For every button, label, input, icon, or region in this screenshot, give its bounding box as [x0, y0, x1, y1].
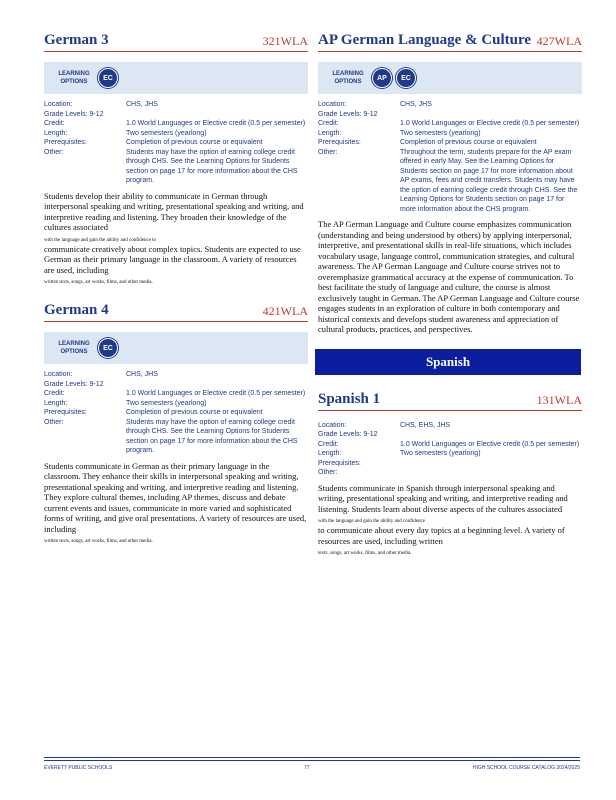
ap-badge-icon: AP: [372, 68, 392, 88]
course-header: [44, 300, 308, 322]
info-value: Students may have the option of earning college credit through CHS. See the Learning Options for Students section on page 17 for more information about the CHS program.: [126, 148, 298, 184]
info-value: 1.0 World Languages or Elective credit (0.5 per semester): [126, 390, 306, 397]
course-spanish-1: [318, 389, 582, 558]
info-value: CHS, JHS: [400, 101, 432, 108]
course-code: 131WLA: [536, 392, 582, 407]
info-value: Completion of previous course or equivalent: [126, 409, 263, 416]
info-label: Prerequisites:: [318, 139, 361, 146]
info-value: 1.0 World Languages or Elective credit (0.5 per semester): [126, 120, 306, 127]
course-code: 421WLA: [262, 304, 308, 318]
course-title: German 4: [44, 302, 109, 318]
course-header: [318, 30, 582, 52]
info-label: Credit:: [44, 120, 65, 127]
course-description: [44, 191, 308, 287]
info-value: Two semesters (yearlong): [126, 129, 207, 137]
course-info: [318, 421, 582, 478]
info-label: Prerequisites:: [44, 409, 87, 416]
course-description: [318, 483, 582, 558]
info-value: 1.0 World Languages or Elective credit (0.5 per semester): [400, 440, 580, 448]
footer-catalog: HIGH SCHOOL COURSE CATALOG 2024/2025: [472, 765, 580, 771]
description-text: Students develop their ability to communicate in German through interpersonal speaking and writing, presentational speaking and writing, and interpretive reading and listening. They broaden their knowledge of the cultures associated: [44, 190, 304, 232]
info-value: Two semesters (yearlong): [400, 129, 481, 137]
info-label: Location:: [44, 101, 73, 108]
ec-badge-icon: EC: [98, 338, 118, 358]
info-value: CHS, JHS: [126, 371, 158, 378]
info-label: Other:: [318, 469, 338, 476]
info-label: Prerequisites:: [318, 459, 361, 467]
left-column: [44, 30, 308, 559]
course-code: 321WLA: [262, 34, 308, 48]
learning-options-box: [44, 332, 308, 364]
course-description: [44, 461, 308, 546]
info-value: Students may have the option of earning college credit through CHS. See the Learning Options for Students section on page 17 for more information about the CHS program.: [126, 418, 298, 454]
info-label: Other:: [318, 148, 338, 156]
course-header: [44, 30, 308, 52]
description-small-text: texts, songs, art works, films, and other media.: [318, 551, 412, 556]
ec-badge-icon: EC: [98, 68, 118, 88]
info-label: Length:: [318, 129, 342, 137]
info-label: Credit:: [318, 120, 339, 127]
description-small-text: written texts, songs, art works, films, and other media.: [44, 539, 153, 544]
course-german-3: [44, 30, 308, 286]
info-value: CHS, JHS: [126, 101, 158, 108]
info-value: [126, 380, 308, 390]
info-label: Grade Levels: 9-12: [318, 431, 378, 438]
learning-options-box: [318, 62, 582, 94]
course-info: [44, 370, 308, 456]
course-info: [44, 100, 308, 186]
info-label: Credit:: [318, 440, 339, 448]
info-label: Other:: [44, 418, 64, 426]
info-value: [400, 459, 582, 469]
footer-divider: [44, 760, 580, 761]
right-column: [318, 30, 582, 571]
page-footer: [44, 765, 580, 771]
info-label: Location:: [318, 101, 347, 108]
info-label: Length:: [318, 450, 342, 457]
learning-options-label: LEARNING OPTIONS: [58, 71, 90, 85]
description-small-text: with the language and gain the ability and confidence to: [44, 237, 157, 243]
description-text: The AP German Language and Culture course emphasizes communication (understanding and being understood by others) by applying interpersonal, interpretive, and presentational skills in real-life situations, which includes vocabulary usage, language control, communication strategies, and cultural awareness. The AP German Language and Culture course strives not to overemphasize grammatical accuracy at the expense of communication. To best facilitate the study of language and culture, the course is almost exclusively taught in German. The AP German Language and Culture course engages students in an exploration of culture in both contemporary and historical contexts and develops student awareness and appreciation of cultural products, practices, and perspectives.: [318, 219, 580, 334]
info-label: Location:: [44, 371, 73, 378]
learning-options-box: [44, 62, 308, 94]
course-info: [318, 100, 582, 214]
info-label: Grade Levels: 9-12: [44, 380, 104, 388]
info-label: Grade Levels: 9-12: [318, 110, 378, 118]
course-code: 427WLA: [536, 34, 582, 48]
course-title: German 3: [44, 32, 109, 48]
info-label: Length:: [44, 399, 68, 407]
info-label: Other:: [44, 148, 64, 156]
info-label: Credit:: [44, 390, 65, 397]
learning-options-label: LEARNING OPTIONS: [332, 71, 364, 85]
learning-options-label: LEARNING OPTIONS: [58, 341, 90, 355]
info-value: Two semesters (yearlong): [126, 399, 207, 407]
description-small-text: written texts, songs, art works, films, and other media.: [44, 280, 153, 285]
info-value: Completion of previous course or equivalent: [400, 139, 537, 146]
info-label: Grade Levels: 9-12: [44, 110, 104, 118]
footer-divider: [44, 757, 580, 758]
info-value: Throughout the term, students prepare for the AP exam offered in early May. See the Learning Options for Students section on page 17 for more information about AP exams, fees and credit transfers. Students may have the option of earning college credit through CHS. See the Learning Options for Students section on page 17 for more information about the CHS program.: [400, 148, 578, 213]
course-german-4: [44, 300, 308, 545]
info-label: Location:: [318, 421, 347, 429]
info-value: [400, 110, 582, 120]
info-label: Prerequisites:: [44, 139, 87, 146]
ec-badge-icon: EC: [396, 68, 416, 88]
section-band-spanish: Spanish: [315, 349, 581, 375]
info-label: Length:: [44, 129, 68, 137]
info-value: [400, 468, 582, 478]
info-value: Completion of previous course or equivalent: [126, 139, 263, 146]
description-text: communicate creatively about complex topics. Students are expected to use German as their primary language in the classroom. A variety of resources are used, including: [44, 243, 301, 275]
description-text: Students communicate in German as their primary language in the classroom. They enhance their skills in interpersonal speaking and writing, presentational speaking and writing, and interpretive reading and listening. They explore cultural themes, including AP themes, discuss and debate current events and issues, communicate in more varied and sophisticated forms of writing, and give oral presentations. A variety of resources are used, including: [44, 460, 307, 534]
course-title: Spanish 1: [318, 390, 381, 407]
info-value: CHS, EHS, JHS: [400, 421, 451, 429]
info-value: Two semesters (yearlong): [400, 450, 481, 457]
page-number: 77: [304, 765, 310, 771]
course-title: AP German Language & Culture: [318, 32, 532, 48]
description-small-text: with the language and gain the ability and confidence: [318, 519, 425, 524]
course-description: [318, 219, 582, 335]
info-value: [400, 430, 582, 440]
info-value: [126, 110, 308, 120]
description-text: Students communicate in Spanish through interpersonal speaking and writing, presentational speaking and writing, and interpretive reading and listening. Students learn about diverse aspects of the cultures associated: [318, 482, 568, 514]
course-ap-german: [318, 30, 582, 335]
footer-district: EVERETT PUBLIC SCHOOLS: [44, 765, 113, 771]
course-header: [318, 389, 582, 411]
description-text: to communicate about every day topics at a beginning level. A variety of resources are used, including written: [318, 525, 565, 546]
info-value: 1.0 World Languages or Elective credit (0.5 per semester): [400, 120, 580, 127]
